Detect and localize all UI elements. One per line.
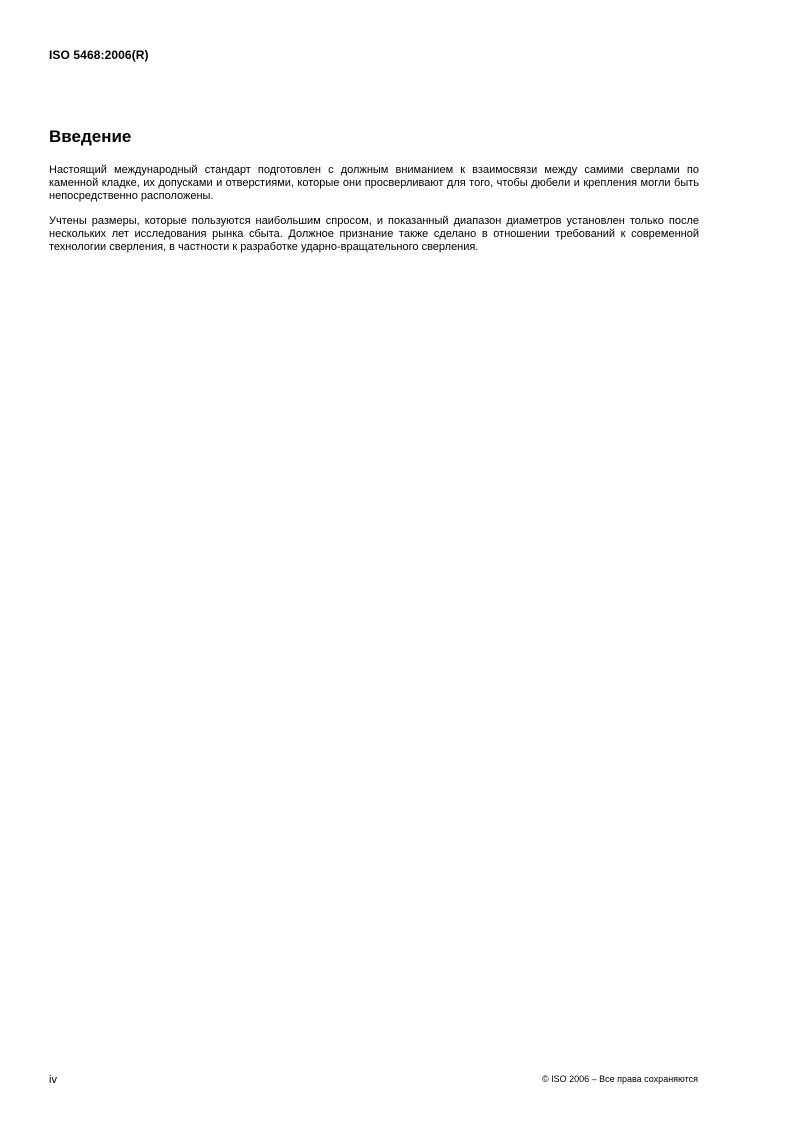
paragraph-2: Учтены размеры, которые пользуются наибольшим спросом, и показанный диапазон диаметров установлен только после нескольких лет исследования рынка сбыта. Должное признание также сделано в отношении требований к современной технологии сверления, в частности к разработке ударно-вращательного сверления. [49, 215, 699, 253]
page-number: iv [49, 1074, 57, 1086]
document-id-header: ISO 5468:2006(R) [49, 48, 149, 62]
section-title: Введение [49, 127, 132, 146]
section-body [49, 164, 699, 266]
copyright-notice: © ISO 2006 – Все права сохраняются [541, 1074, 698, 1084]
paragraph-1: Настоящий международный стандарт подготовлен с должным вниманием к взаимосвязи между самими сверлами по каменной кладке, их допусками и отверстиями, которые они просверливают для того, чтобы дюбели и крепления могли быть непосредственно расположены. [49, 164, 699, 202]
